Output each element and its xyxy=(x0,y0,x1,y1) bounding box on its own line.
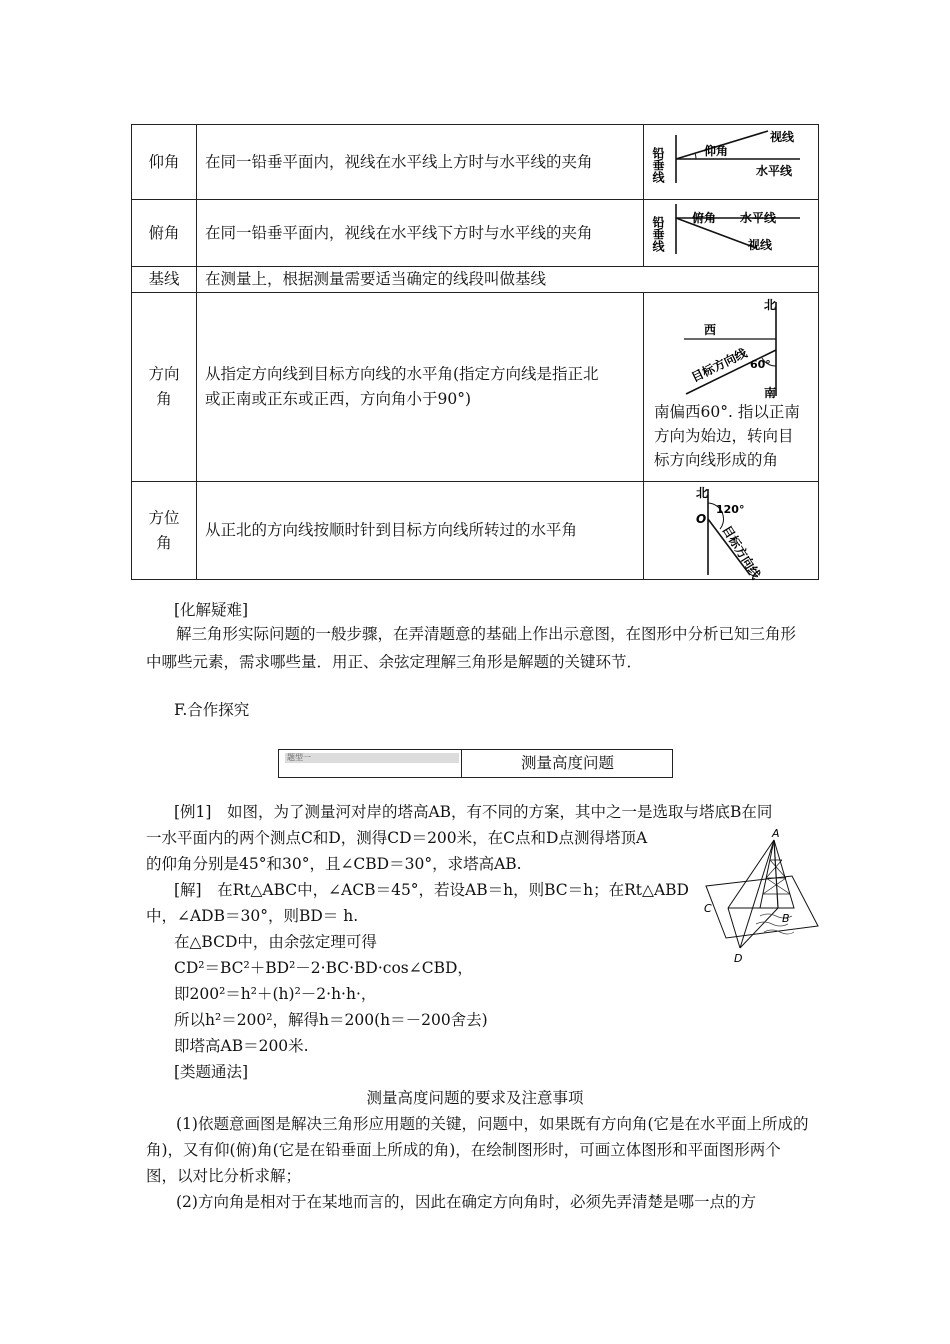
vertical-line-label: 铅垂线 xyxy=(651,147,665,183)
method-title: 测量高度问题的要求及注意事项 xyxy=(366,1089,584,1107)
section-label: F.合作探究 xyxy=(174,701,250,719)
sight-line-label: 视线 xyxy=(770,130,795,144)
azimuth-figure xyxy=(644,482,819,580)
west-label: 西 xyxy=(704,323,717,337)
term-cell xyxy=(132,293,197,482)
caption-line: 南偏西60°. 指以正南 xyxy=(654,403,800,421)
topic-tag-label: 题型一 xyxy=(287,753,311,762)
depression-angle-figure xyxy=(644,200,819,267)
target-direction-label: 目标方向线 xyxy=(689,345,750,385)
horizontal-line-label: 水平线 xyxy=(740,211,777,225)
term-line: 方向 xyxy=(148,365,180,383)
term-line: 角 xyxy=(156,533,172,552)
table-row xyxy=(132,482,819,580)
description-cell: 在测量上，根据测量需要适当确定的线段叫做基线 xyxy=(197,267,819,293)
north-label: 北 xyxy=(764,298,777,312)
topic-title: 测量高度问题 xyxy=(461,750,673,777)
direction-caption xyxy=(644,400,818,476)
term-cell: 俯角 xyxy=(132,200,197,267)
vertical-line-label: 铅垂线 xyxy=(651,216,665,252)
term-line: 方位 xyxy=(148,508,180,527)
term-cell: 基线 xyxy=(132,267,197,293)
origin-label: O xyxy=(696,511,707,526)
resolve-text: 解三角形实际问题的一般步骤，在弄清题意的基础上作出示意图，在图形中分析已知三角形中哪些元素，需求哪些量．用正、余弦定理解三角形是解题的关键环节． xyxy=(146,625,797,671)
solution-line: CD²＝BC²＋BD²－2·BC·BD·cos∠CBD， xyxy=(174,959,473,977)
method-heading: [类题通法] xyxy=(174,1063,249,1081)
point-c-label: C xyxy=(704,902,712,915)
point-a-label: A xyxy=(772,827,780,840)
horizontal-line-label: 水平线 xyxy=(756,164,793,178)
term-cell xyxy=(132,482,197,580)
example-line: [例1] 如图，为了测量河对岸的塔高AB，有不同的方案，其中之一是选取与塔底B在同 xyxy=(174,803,773,821)
solution-line: 中，∠ADB＝30°，则BD＝ h. xyxy=(146,907,359,925)
solution-line: 在△BCD中，由余弦定理可得 xyxy=(174,933,377,951)
term-cell: 仰角 xyxy=(132,125,197,200)
method-paragraph: (2)方向角是相对于在某地而言的，因此在确定方向角时，必须先弄清楚是哪一点的方 xyxy=(176,1193,756,1211)
point-d-label: D xyxy=(734,952,743,965)
description-cell: 从正北的方向线按顺时针到目标方向线所转过的水平角 xyxy=(197,482,644,580)
angle-label: 60° xyxy=(750,358,771,371)
solution-line: 所以h²＝200²，解得h＝200(h＝－200舍去) xyxy=(174,1011,488,1029)
target-direction-label: 目标方向线 xyxy=(719,522,764,581)
caption-line: 标方向线形成的角 xyxy=(654,451,779,469)
topic-banner xyxy=(278,749,673,778)
example-line: 一水平面内的两个测点C和D，测得CD＝200米，在C点和D点测得塔顶A xyxy=(146,829,648,847)
method-paragraph: (1)依题意画图是解决三角形应用题的关键，问题中，如果既有方向角(它是在水平面上所成的角)，又有仰(俯)角(它是在铅垂面上所成的角)，在绘制图形时，可画立体图形和平面图形两个图，以对比分析求解； xyxy=(146,1115,809,1185)
angle-label: 俯角 xyxy=(692,211,717,225)
resolve-heading: [化解疑难] xyxy=(174,601,249,619)
topic-tag xyxy=(285,753,459,763)
angle-label: 仰角 xyxy=(704,144,729,158)
solution-line: 即塔高AB＝200米. xyxy=(174,1037,309,1055)
table-row xyxy=(132,125,819,200)
sight-line-label: 视线 xyxy=(748,238,773,252)
angle-label: 120° xyxy=(716,502,745,516)
table-row xyxy=(132,293,819,482)
description-line: 从指定方向线到目标方向线的水平角(指定方向线是指正北 xyxy=(205,365,599,383)
elevation-angle-figure xyxy=(644,125,819,200)
tower-figure xyxy=(700,826,820,966)
point-b-label: B xyxy=(782,912,790,925)
direction-angle-figure xyxy=(644,293,819,482)
table-row xyxy=(132,267,819,293)
north-label: 北 xyxy=(696,485,709,500)
caption-line: 方向为始边，转向目 xyxy=(654,427,794,445)
description-cell: 在同一铅垂平面内，视线在水平线上方时与水平线的夹角 xyxy=(197,125,644,200)
table-row xyxy=(132,200,819,267)
solution-line: 即200²＝h²＋(h)²－2·h·h·， xyxy=(174,985,377,1003)
south-label: 南 xyxy=(764,386,777,400)
description-cell xyxy=(197,293,644,482)
example-line: 的仰角分别是45°和30°，且∠CBD＝30°，求塔高AB. xyxy=(146,855,522,873)
solution-line: [解] 在Rt△ABC中，∠ACB＝45°，若设AB＝h，则BC＝h；在Rt△ABD xyxy=(174,881,689,899)
term-line: 角 xyxy=(156,390,172,408)
definition-table xyxy=(131,124,819,580)
description-cell: 在同一铅垂平面内，视线在水平线下方时与水平线的夹角 xyxy=(197,200,644,267)
description-line: 或正南或正东或正西，方向角小于90°) xyxy=(205,390,472,408)
